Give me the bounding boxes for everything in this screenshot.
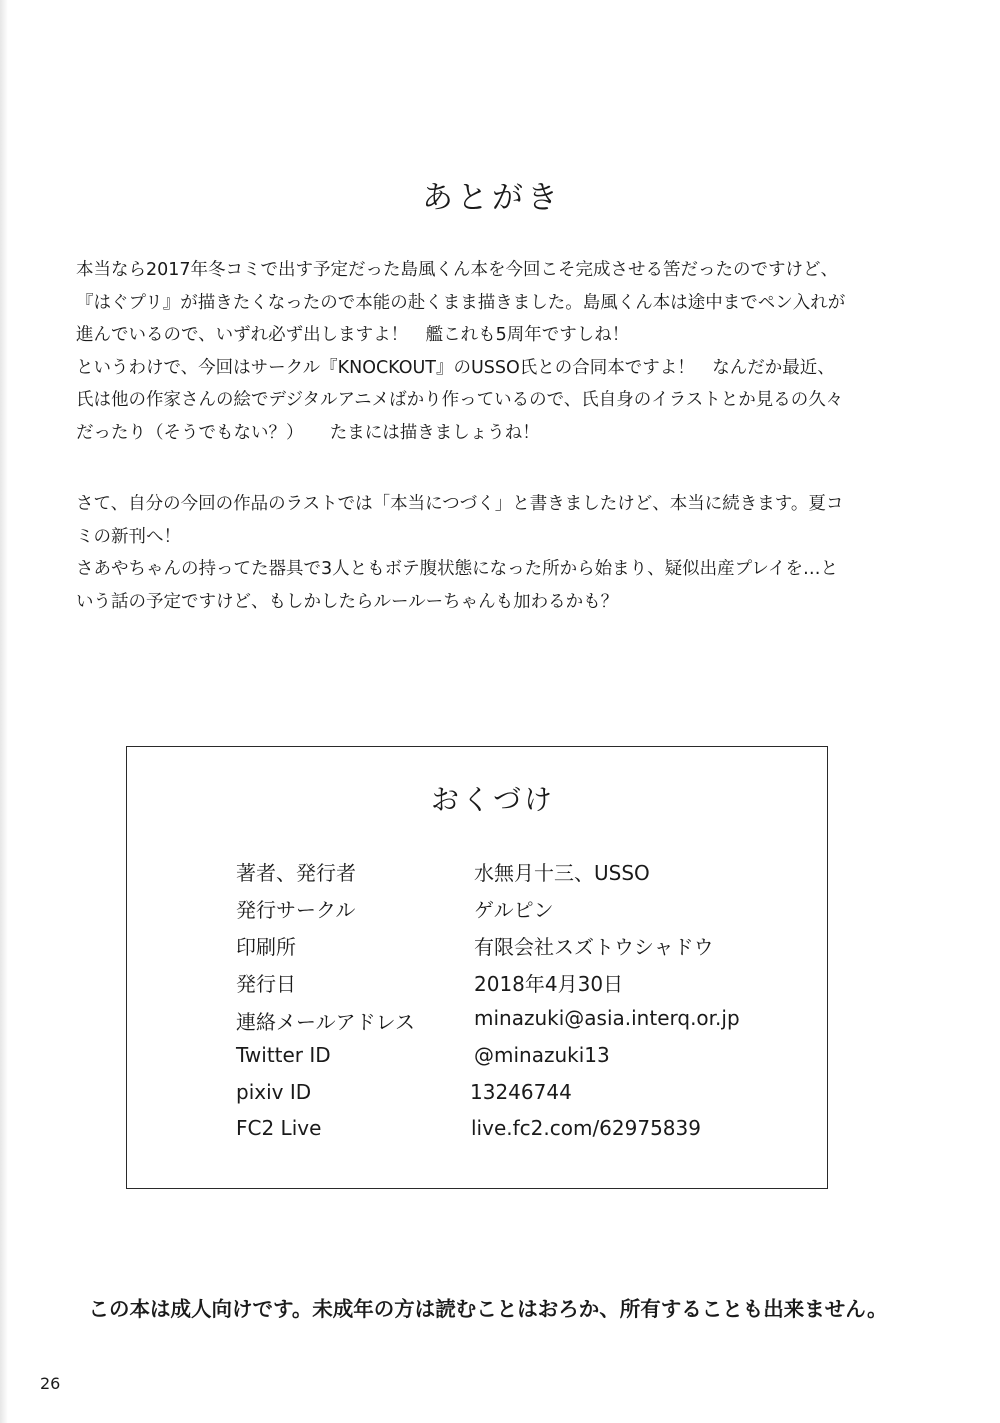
colophon-label: 発行日	[236, 972, 296, 996]
afterword-paragraph-1	[76, 254, 910, 450]
text-line: 進んでいるので、いずれ必ず出しますよ！ 艦これも5周年ですしね！	[76, 325, 630, 346]
colophon-value: 2018年4月30日	[474, 972, 624, 996]
text-line: 氏は他の作家さんの絵でデジタルアニメばかり作っているので、氏自身のイラストとか見るの久々	[76, 390, 844, 411]
colophon-value: 13246744	[470, 1080, 572, 1104]
text-line: いう話の予定ですけど、もしかしたらルールーちゃんも加わるかも？	[76, 591, 619, 612]
text-line: だったり（そうでもない？） たまには描きましょうね！	[76, 422, 540, 443]
page-number: 26	[40, 1374, 61, 1393]
text-line: 本当なら2017年冬コミで出す予定だった島風くん本を今回こそ完成させる筈だったのですけど、	[76, 260, 839, 280]
colophon-value: 有限会社スズトウシャドウ	[474, 935, 714, 959]
colophon-value: 水無月十三、USSO	[474, 861, 650, 885]
colophon-value: minazuki@asia.interq.or.jp	[474, 1006, 740, 1030]
text-line: というわけで、今回はサークル『KNOCKOUT』のUSSO氏との合同本ですよ！ なんだか最近、	[76, 357, 835, 378]
colophon-value: ゲルピン	[474, 898, 554, 922]
colophon-label: 著者、発行者	[236, 861, 356, 885]
colophon-label: FC2 Live	[236, 1116, 322, 1140]
colophon-title: おくづけ	[430, 783, 555, 816]
afterword-title: あとがき	[422, 180, 562, 216]
text-line: さあやちゃんの持ってた器具で3人ともボテ腹状態になった所から始まり、疑似出産プレイを…と	[76, 559, 839, 580]
text-line: ミの新刊へ！	[76, 526, 181, 547]
colophon-label: pixiv ID	[236, 1080, 312, 1104]
afterword-paragraph-2	[76, 488, 910, 618]
colophon-value: live.fc2.com/62975839	[471, 1116, 701, 1140]
text-line: さて、自分の今回の作品のラストでは「本当につづく」と書きましたけど、本当に続きます。夏コ	[76, 494, 844, 514]
adult-content-warning: この本は成人向けです。未成年の方は読むことはおろか、所有することも出来ません。	[88, 1297, 888, 1321]
colophon-label: 発行サークル	[236, 898, 356, 922]
colophon-label: 連絡メールアドレス	[236, 1010, 415, 1034]
text-line: 『はぐプリ』が描きたくなったので本能の赴くまま描きました。島風くん本は途中までペン入れが	[76, 292, 846, 313]
colophon-value: @minazuki13	[474, 1043, 610, 1067]
colophon-label: 印刷所	[236, 935, 296, 959]
colophon-label: Twitter ID	[236, 1043, 331, 1067]
